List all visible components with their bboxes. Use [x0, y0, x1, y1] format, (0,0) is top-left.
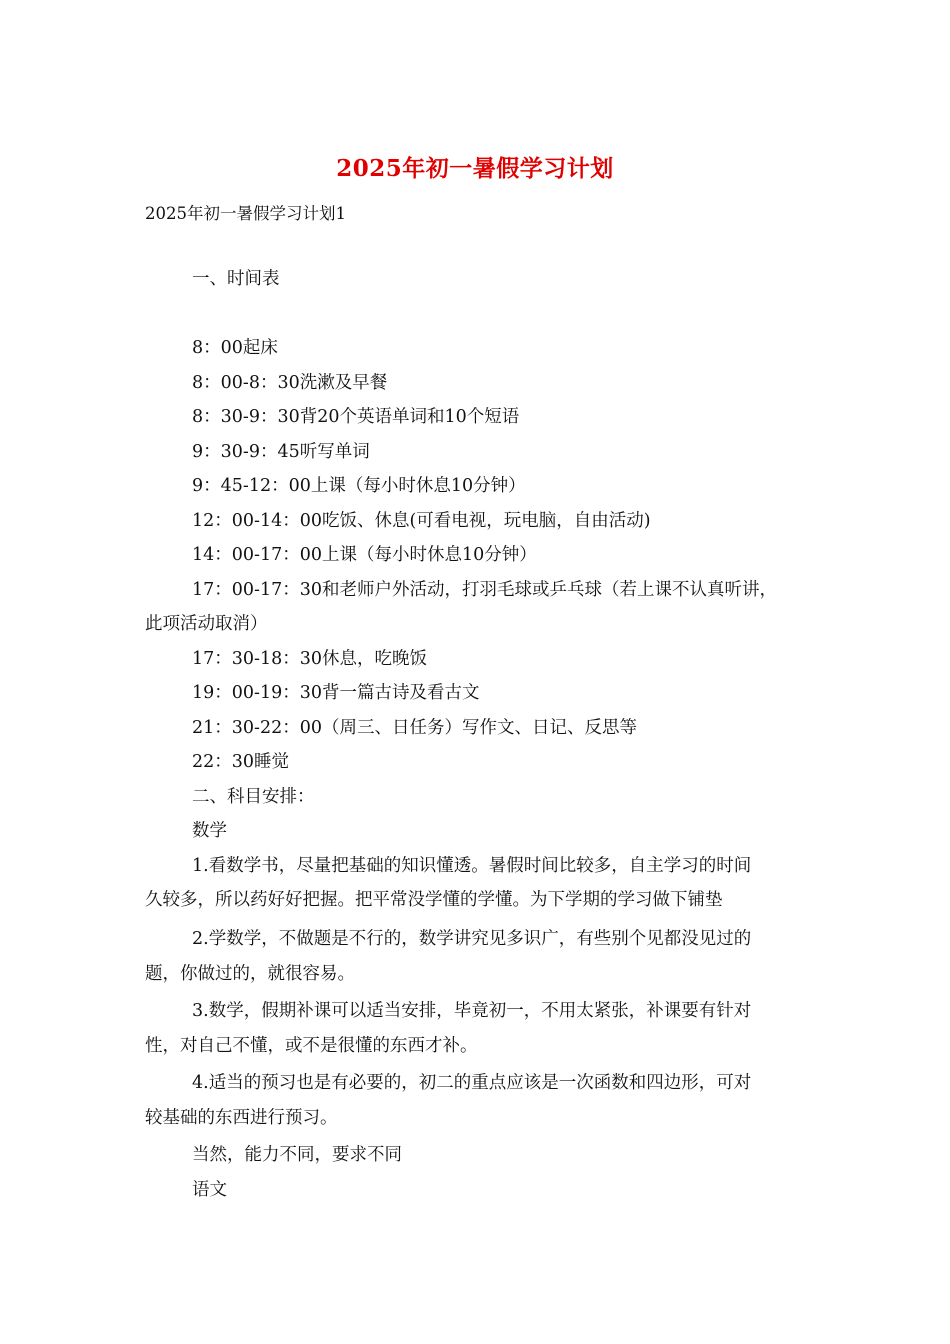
- subject-heading-math: 数学: [192, 821, 227, 841]
- section-heading-subjects: 二、科目安排：: [192, 787, 315, 807]
- closing-note: 当然，能力不同，要求不同: [192, 1145, 402, 1165]
- schedule-item: 17：00-17：30和老师户外活动，打羽毛球或乒乓球（若上课不认真听讲，: [192, 580, 777, 600]
- schedule-item: 8：00-8：30洗漱及早餐: [192, 373, 388, 393]
- math-paragraph-line: 2.学数学，不做题是不行的，数学讲究见多识广，有些别个见都没见过的: [192, 929, 752, 949]
- schedule-item: 8：30-9：30背20个英语单词和10个短语: [192, 407, 520, 427]
- schedule-item-continuation: 此项活动取消）: [145, 614, 268, 634]
- math-paragraph-line: 久较多，所以药好好把握。把平常没学懂的学懂。为下学期的学习做下铺垫: [145, 890, 723, 910]
- schedule-item: 19：00-19：30背一篇古诗及看古文: [192, 683, 480, 703]
- schedule-item: 9：45-12：00上课（每小时休息10分钟）: [192, 476, 526, 496]
- schedule-item: 14：00-17：00上课（每小时休息10分钟）: [192, 545, 537, 565]
- subject-heading-chinese: 语文: [192, 1180, 227, 1200]
- schedule-item: 22：30睡觉: [192, 752, 290, 772]
- schedule-item: 21：30-22：00（周三、日任务）写作文、日记、反思等: [192, 718, 637, 738]
- section-heading-schedule: 一、时间表: [192, 269, 280, 289]
- document-title: 2025年初一暑假学习计划: [336, 155, 614, 182]
- schedule-item: 9：30-9：45听写单词: [192, 442, 370, 462]
- document-subtitle: 2025年初一暑假学习计划1: [145, 204, 346, 223]
- math-paragraph-line: 题，你做过的，就很容易。: [145, 964, 355, 984]
- schedule-item: 12：00-14：00吃饭、休息(可看电视，玩电脑，自由活动): [192, 511, 651, 531]
- schedule-item: 8：00起床: [192, 338, 278, 358]
- math-paragraph-line: 性，对自己不懂，或不是很懂的东西才补。: [145, 1036, 478, 1056]
- math-paragraph-line: 4.适当的预习也是有必要的，初二的重点应该是一次函数和四边形，可对: [192, 1073, 752, 1093]
- math-paragraph-line: 3.数学，假期补课可以适当安排，毕竟初一，不用太紧张，补课要有针对: [192, 1001, 752, 1021]
- math-paragraph-line: 较基础的东西进行预习。: [145, 1108, 338, 1128]
- math-paragraph-line: 1.看数学书，尽量把基础的知识懂透。暑假时间比较多，自主学习的时间: [192, 856, 752, 876]
- schedule-item: 17：30-18：30休息，吃晚饭: [192, 649, 427, 669]
